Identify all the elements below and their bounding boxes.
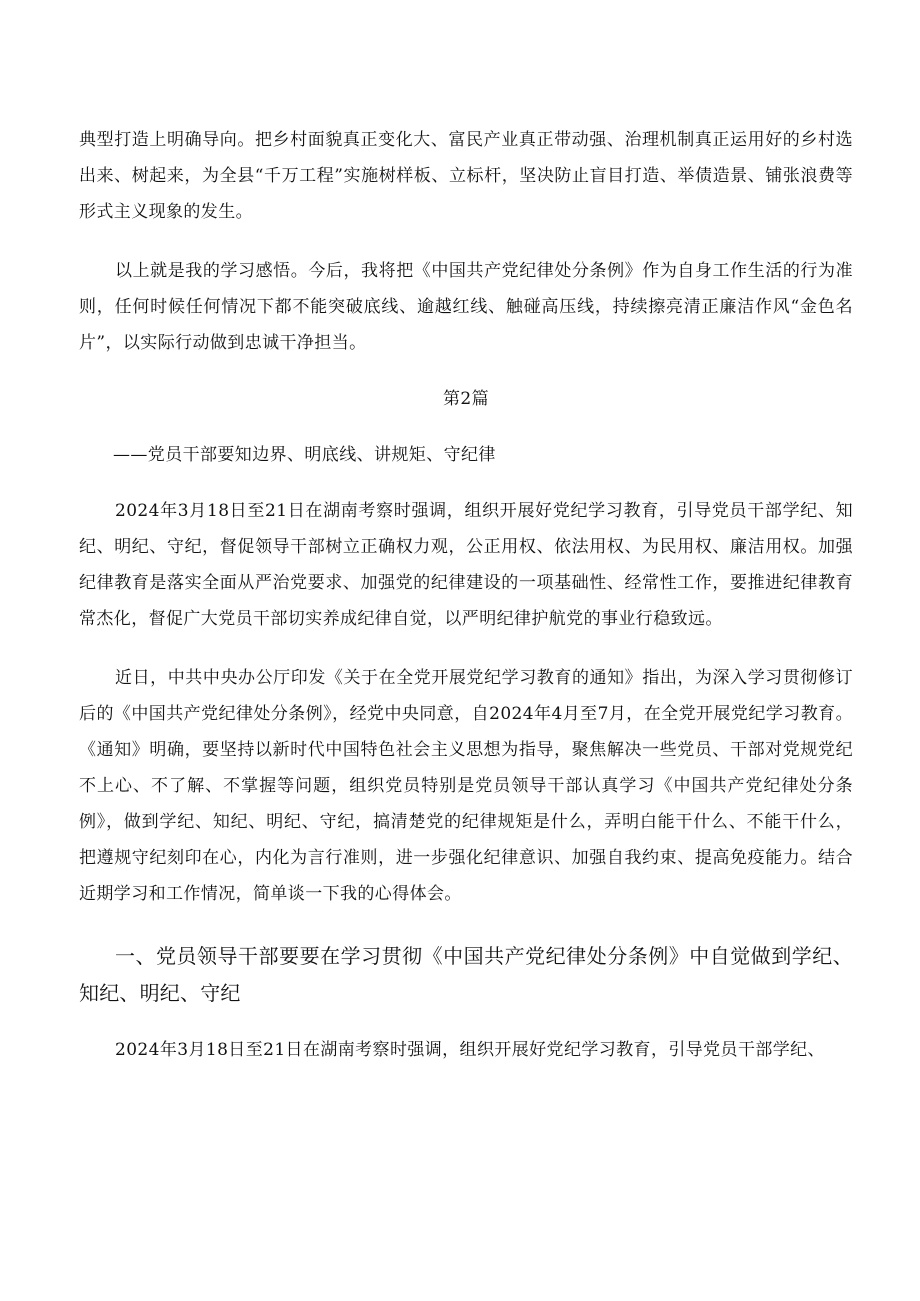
section-title: 第2篇: [442, 389, 490, 409]
paragraph-2: 以上就是我的学习感悟。今后，我将把《中国共产党纪律处分条例》作为自身工作生活的行为准则，任何时候任何情况下都不能突破底线、逾越红线、触碰高压线，持续擦亮清正廉洁作风“金色名片”，以实际行动做到忠诚干净担当。: [79, 261, 853, 353]
document-body: [79, 122, 853, 1068]
paragraph-1: 典型打造上明确导向。把乡村面貌真正变化大、富民产业真正带动强、治理机制真正运用好的乡村选出来、树起来，为全县“千万工程”实施树样板、立标杆，坚决防止盲目打造、举债造景、铺张浪费等形式主义现象的发生。: [79, 130, 853, 222]
paragraph-4: 近日，中共中央办公厅印发《关于在全党开展党纪学习教育的通知》指出，为深入学习贯彻修订后的《中国共产党纪律处分条例》，经党中央同意，自2024年4月至7月，在全党开展党纪学习教育。《通知》明确，要坚持以新时代中国特色社会主义思想为指导，聚焦解决一些党员、干部对党规党纪不上心、不了解、不掌握等问题，组织党员特别是党员领导干部认真学习《中国共产党纪律处分条例》，做到学纪、知纪、明纪、守纪，搞清楚党的纪律规矩是什么，弄明白能干什么、不能干什么，把遵规守纪刻印在心，内化为言行准则，进一步强化纪律意识、加强自我约束、提高免疫能力。结合近期学习和工作情况，简单谈一下我的心得体会。: [79, 668, 853, 904]
paragraph-3: 2024年3月18日至21日在湖南考察时强调，组织开展好党纪学习教育，引导党员干部学纪、知纪、明纪、守纪，督促领导干部树立正确权力观，公正用权、依法用权、为民用权、廉洁用权。加强纪律教育是落实全面从严治党要求、加强党的纪律建设的一项基础性、经常性工作，要推进纪律教育常杰化，督促广大党员干部切实养成纪律自觉，以严明纪律护航党的事业行稳致远。: [79, 501, 853, 629]
section-heading-1: 一、党员领导干部要要在学习贯彻《中国共产党纪律处分条例》中自觉做到学纪、知纪、明纪、守纪: [79, 944, 853, 1005]
paragraph-5: 2024年3月18日至21日在湖南考察时强调，组织开展好党纪学习教育，引导党员干部学纪、: [115, 1040, 825, 1060]
section-subtitle: ——党员干部要知边界、明底线、讲规矩、守纪律: [113, 445, 496, 465]
